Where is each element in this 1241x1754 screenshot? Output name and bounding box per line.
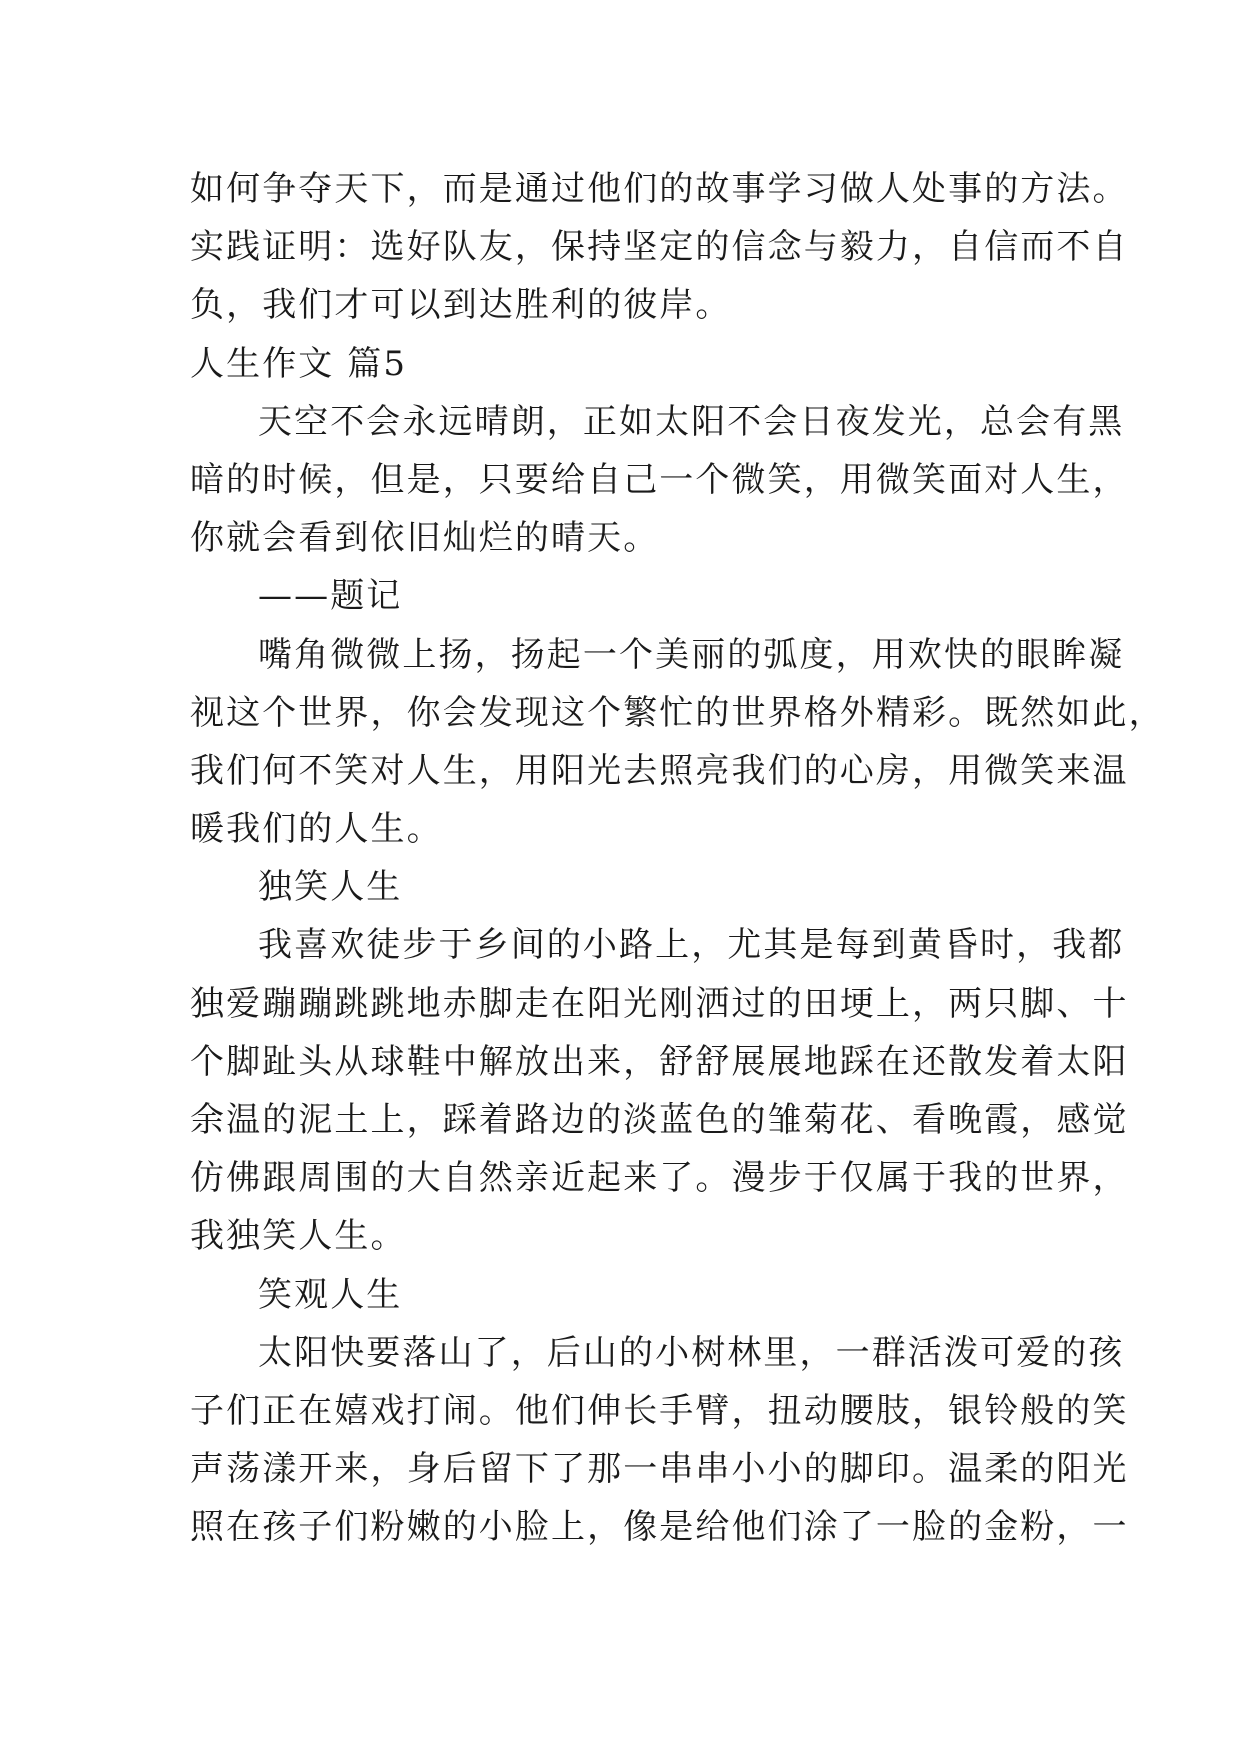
text-line: 负，我们才可以到达胜利的彼岸。 <box>190 285 732 326</box>
text-line: 我喜欢徒步于乡间的小路上，尤其是每到黄昏时，我都 <box>258 925 1125 966</box>
text-line: 太阳快要落山了，后山的小树林里，一群活泼可爱的孩 <box>258 1332 1125 1373</box>
document-body <box>190 160 1165 1557</box>
text-line: 笑观人生 <box>258 1274 403 1315</box>
text-line: 余温的泥土上，踩着路边的淡蓝色的雏菊花、看晚霞，感觉 <box>190 1100 1129 1140</box>
text-line: 我们何不笑对人生，用阳光去照亮我们的心房，用微笑来温 <box>190 750 1129 791</box>
text-line: 暗的时候，但是，只要给自己一个微笑，用微笑面对人生， <box>190 459 1129 500</box>
text-line: 如何争夺天下，而是通过他们的故事学习做人处事的方法。 <box>190 169 1129 209</box>
text-line: 视这个世界，你会发现这个繁忙的世界格外精彩。既然如此， <box>190 692 1165 733</box>
text-line: 子们正在嬉戏打闹。他们伸长手臂，扭动腰肢，银铃般的笑 <box>190 1390 1129 1431</box>
text-line: 个脚趾头从球鞋中解放出来，舒舒展展地踩在还散发着太阳 <box>190 1041 1129 1082</box>
text-line: 声荡漾开来，身后留下了那一串串小小的脚印。温柔的阳光 <box>190 1449 1129 1490</box>
text-line: 我独笑人生。 <box>190 1216 407 1257</box>
text-line: 你就会看到依旧灿烂的晴天。 <box>190 518 660 559</box>
text-line: 实践证明：选好队友，保持坚定的信念与毅力，自信而不自 <box>190 227 1129 268</box>
text-line: 天空不会永远晴朗，正如太阳不会日夜发光，总会有黑 <box>258 401 1125 442</box>
text-line: 仿佛跟周围的大自然亲近起来了。漫步于仅属于我的世界， <box>190 1158 1129 1199</box>
section-heading: 人生作文 篇5 <box>190 343 408 384</box>
text-line: 独笑人生 <box>258 867 403 908</box>
text-line: ——题记 <box>258 576 403 617</box>
text-line: 照在孩子们粉嫩的小脸上，像是给他们涂了一脸的金粉，一 <box>190 1507 1129 1548</box>
text-line: 暖我们的人生。 <box>190 809 443 850</box>
text-line: 独爱蹦蹦跳跳地赤脚走在阳光刚洒过的田埂上，两只脚、十 <box>190 983 1129 1024</box>
text-line: 嘴角微微上扬，扬起一个美丽的弧度，用欢快的眼眸凝 <box>258 634 1125 675</box>
